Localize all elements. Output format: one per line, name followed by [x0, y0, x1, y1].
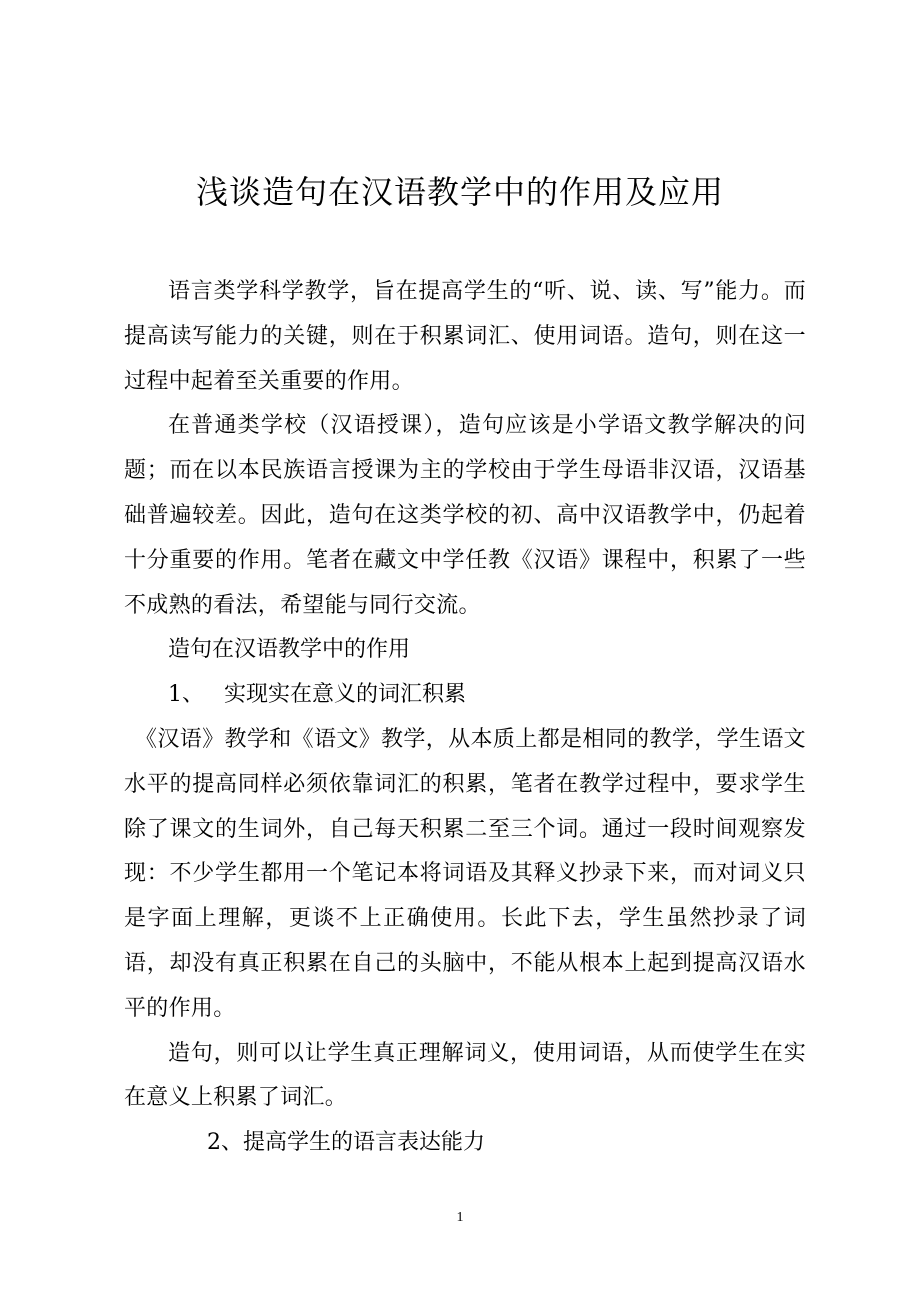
item-heading-1: [124, 673, 806, 718]
item-heading-1-number: 1、: [168, 682, 204, 708]
paragraph-vocabulary: 《汉语》教学和《语文》教学，从本质上都是相同的教学，学生语文水平的提高同样必须依靠词汇的积累，笔者在教学过程中，要求学生除了课文的生词外，自己每天积累二至三个词。通过一段时间观察发现：不少学生都用一个笔记本将词语及其释义抄录下来，而对词义只是字面上理解，更谈不上正确使用。长此下去，学生虽然抄录了词语，却没有真正积累在自己的头脑中，不能从根本上起到提高汉语水平的作用。: [124, 726, 806, 1021]
paragraph-intro: 语言类学科学教学，旨在提高学生的“听、说、读、写”能力。而提高读写能力的关键，则在于积累词汇、使用词语。造句，则在这一过程中起着至关重要的作用。: [124, 279, 806, 394]
item-heading-2-text: 2、提高学生的语言表达能力: [207, 1130, 485, 1156]
paragraph-context: 在普通类学校（汉语授课），造句应该是小学语文教学解决的问题；而在以本民族语言授课为主的学校由于学生母语非汉语，汉语基础普遍较差。因此，造句在这类学校的初、高中汉语教学中，仍起着十分重要的作用。笔者在藏文中学任教《汉语》课程中，积累了一些不成熟的看法，希望能与同行交流。: [124, 413, 806, 618]
section-heading-text: 造句在汉语教学中的作用: [168, 637, 411, 663]
document-body: [124, 270, 806, 1166]
section-heading: [124, 628, 806, 673]
page-number: 1: [456, 1210, 464, 1225]
paragraph-sentence-making: 造句，则可以让学生真正理解词义，使用词语，从而使学生在实在意义上积累了词汇。: [124, 1040, 806, 1111]
item-heading-1-text: 实现实在意义的词汇积累: [224, 682, 467, 708]
document-title: 浅谈造句在汉语教学中的作用及应用: [195, 173, 724, 211]
item-heading-2: [124, 1121, 806, 1166]
